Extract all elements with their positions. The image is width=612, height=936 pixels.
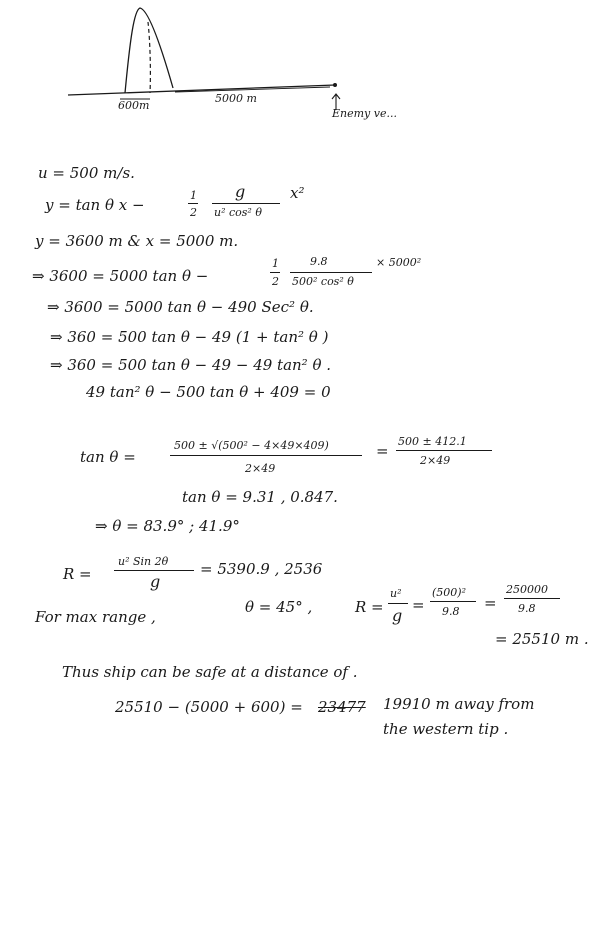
tan-den: 2×49 xyxy=(245,462,276,475)
tan-num2: 500 ± 412.1 xyxy=(398,435,467,448)
line-step3: ⇒ 360 = 500 tan θ − 49 (1 + tan² θ ) xyxy=(50,328,329,346)
line-step4: ⇒ 360 = 500 tan θ − 49 − 49 tan² θ . xyxy=(50,356,332,374)
step1-den: 500² cos² θ xyxy=(292,275,354,288)
line-step1-lhs: ⇒ 3600 = 5000 tan θ − xyxy=(32,267,209,285)
maxr-eq1: = xyxy=(412,596,425,614)
traj-half-num: 1 xyxy=(190,189,197,202)
line-step2: ⇒ 3600 = 5000 tan θ − 490 Sec² θ. xyxy=(47,298,314,316)
range-num: u² Sin 2θ xyxy=(118,555,169,568)
maxr-result: = 25510 m . xyxy=(495,630,589,648)
range-lhs: R = xyxy=(63,565,92,583)
maxr-num2: (500)² xyxy=(432,586,466,599)
label-5000m: 5000 m xyxy=(215,92,257,105)
maxr-theta: θ = 45° , xyxy=(245,598,313,616)
maxr-R: R = xyxy=(355,598,384,616)
line-given: y = 3600 m & x = 5000 m. xyxy=(35,232,239,250)
traj-g: g xyxy=(235,182,246,201)
tan-eq: = xyxy=(376,442,389,460)
maxr-den3: 9.8 xyxy=(518,602,536,615)
tan-num: 500 ± √(500² − 4×49×409) xyxy=(174,439,329,452)
conclusion-line1: Thus ship can be safe at a distance of . xyxy=(62,663,358,681)
maxr-num1: u² xyxy=(390,587,402,600)
tan-den2: 2×49 xyxy=(420,454,451,467)
trajectory-diagram xyxy=(0,0,612,140)
line-tan-values: tan θ = 9.31 , 0.847. xyxy=(182,488,338,506)
range-den: g xyxy=(150,572,161,591)
range-values: = 5390.9 , 2536 xyxy=(200,560,323,578)
traj-gden: u² cos² θ xyxy=(214,206,262,219)
conclusion-answer: 19910 m away from xyxy=(383,695,535,713)
line-quadratic: 49 tan² θ − 500 tan θ + 409 = 0 xyxy=(86,383,331,401)
ground-line xyxy=(68,85,335,95)
traj-half-den: 2 xyxy=(190,206,197,219)
line-traj-lhs: y = tan θ x − xyxy=(45,196,145,214)
line-u: u = 500 m/s. xyxy=(38,164,135,182)
hill-trajectory-dashed xyxy=(148,22,150,93)
tan-lhs: tan θ = xyxy=(80,448,136,466)
step1-num: 9.8 xyxy=(310,255,328,268)
conclusion-struck-value: 23477 xyxy=(318,698,366,716)
maxr-text: For max range , xyxy=(35,608,156,626)
traj-x2: x² xyxy=(290,184,305,202)
conclusion-line3: the western tip . xyxy=(383,720,509,738)
conclusion-calc: 25510 − (5000 + 600) = xyxy=(115,698,303,716)
maxr-den2: 9.8 xyxy=(442,605,460,618)
line-theta-values: ⇒ θ = 83.9° ; 41.9° xyxy=(95,517,240,535)
maxr-num3: 250000 xyxy=(506,583,548,596)
hill-outline xyxy=(125,8,173,93)
label-enemy: Enemy ve... xyxy=(332,107,397,120)
maxr-den1: g xyxy=(392,606,403,625)
step1-half-den: 2 xyxy=(272,275,279,288)
label-600m: 600m xyxy=(118,99,150,112)
enemy-point xyxy=(333,83,337,87)
step1-half-num: 1 xyxy=(272,257,279,270)
maxr-eq2: = xyxy=(484,594,497,612)
step1-tail: × 5000² xyxy=(376,256,422,269)
